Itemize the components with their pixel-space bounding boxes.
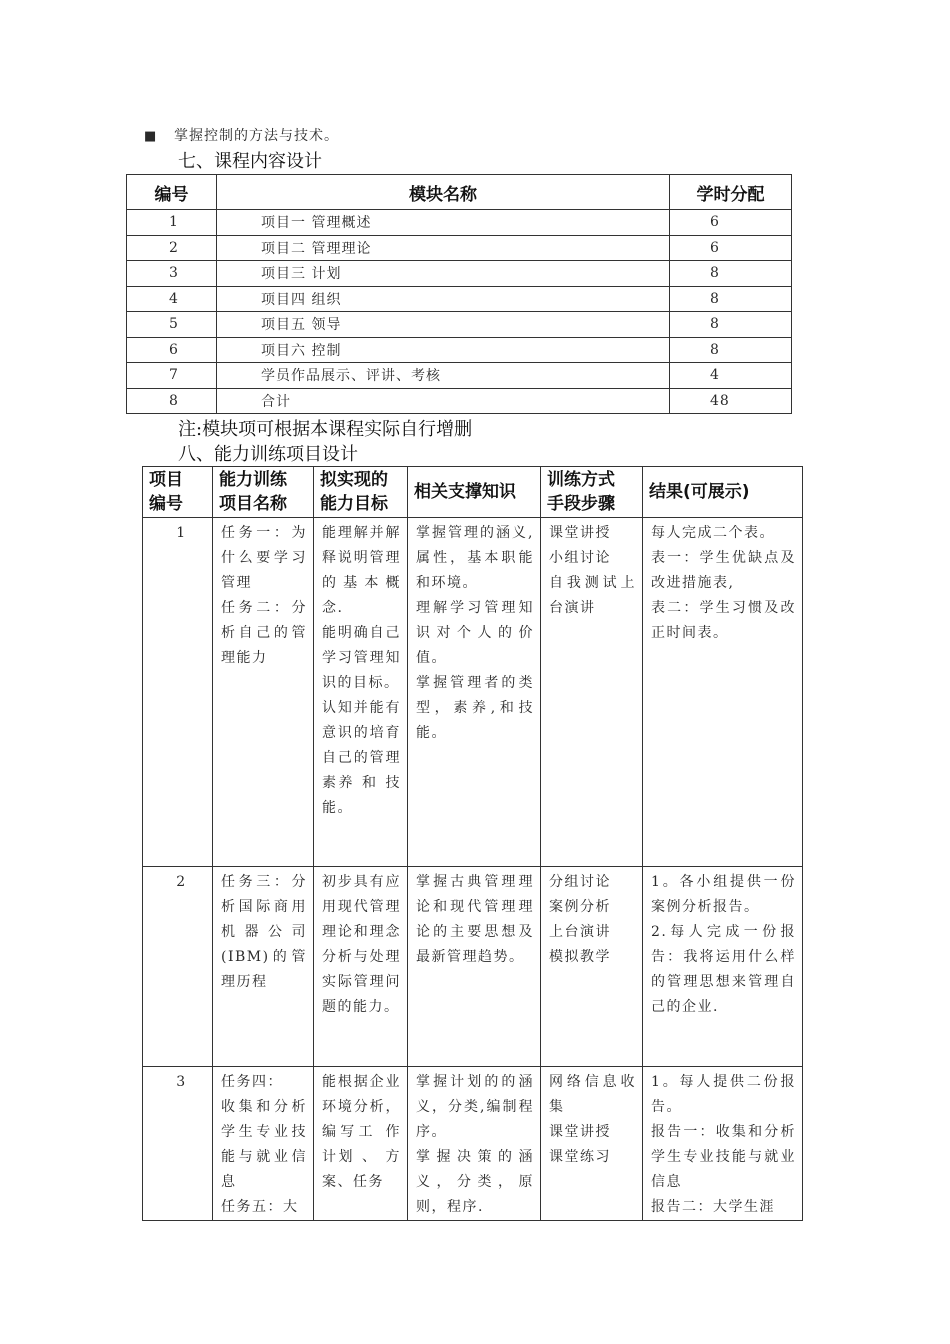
cell-module-name: 学员作品展示、评讲、考核	[217, 363, 670, 389]
table-row	[127, 235, 792, 261]
cell-no: 5	[127, 312, 217, 338]
header-result: 结果(可展示)	[643, 467, 803, 518]
cell-module-name: 合计	[217, 388, 670, 414]
cell-hours: 8	[670, 312, 792, 338]
table-row	[127, 286, 792, 312]
bullet-item	[144, 126, 339, 147]
ability-training-table	[142, 466, 803, 1221]
cell-module-name: 项目五 领导	[217, 312, 670, 338]
cell-hours: 8	[670, 337, 792, 363]
table-row	[127, 261, 792, 287]
header-hours: 学时分配	[670, 175, 792, 210]
table-note: 注:模块项可根据本课程实际自行增删	[178, 419, 473, 440]
table-header-row	[143, 467, 803, 518]
cell-project-name: 任务一：为什么要学习管理 任务二：分析自己的管理能力	[213, 518, 314, 867]
table-row	[143, 1067, 803, 1221]
cell-training-method: 网络信息收集 课堂讲授 课堂练习	[541, 1067, 643, 1221]
bullet-text: 掌握控制的方法与技术。	[174, 128, 339, 144]
cell-module-name: 项目一 管理概述	[217, 210, 670, 236]
cell-hours: 8	[670, 286, 792, 312]
cell-project-no: 2	[143, 867, 213, 1067]
cell-hours: 48	[670, 388, 792, 414]
header-project-name: 能力训练 项目名称	[213, 467, 314, 518]
header-module-name: 模块名称	[217, 175, 670, 210]
cell-hours: 6	[670, 210, 792, 236]
table-row	[127, 363, 792, 389]
cell-ability-goal: 能理解并解释说明管理的基本概念. 能明确自己学习管理知识的目标。 认知并能有意识的培育自己的管理素养 和 技能。	[314, 518, 408, 867]
cell-no: 1	[127, 210, 217, 236]
cell-support-knowledge: 掌握管理的涵义,属性，基本职能和环境。 理解学习管理知识对个人的价值。 掌握管理者的类型，素养,和技能。	[408, 518, 541, 867]
cell-module-name: 项目二 管理理论	[217, 235, 670, 261]
cell-ability-goal: 初步具有应用现代管理理论和理念分析与处理实际管理问题的能力。	[314, 867, 408, 1067]
cell-training-method: 课堂讲授 小组讨论 自我测试上台演讲	[541, 518, 643, 867]
cell-hours: 8	[670, 261, 792, 287]
cell-support-knowledge: 掌握古典管理理论和现代管理理论的主要思想及最新管理趋势。	[408, 867, 541, 1067]
course-content-table	[126, 174, 792, 414]
cell-training-method: 分组讨论 案例分析 上台演讲 模拟教学	[541, 867, 643, 1067]
cell-module-name: 项目三 计划	[217, 261, 670, 287]
header-no: 编号	[127, 175, 217, 210]
cell-project-no: 1	[143, 518, 213, 867]
header-ability-goal: 拟实现的 能力目标	[314, 467, 408, 518]
section-7-title: 七、课程内容设计	[178, 151, 322, 172]
table-row	[127, 337, 792, 363]
table-row	[143, 518, 803, 867]
cell-hours: 4	[670, 363, 792, 389]
square-bullet-icon: ■	[144, 129, 158, 144]
table-row	[127, 210, 792, 236]
cell-module-name: 项目四 组织	[217, 286, 670, 312]
cell-project-no: 3	[143, 1067, 213, 1221]
cell-no: 4	[127, 286, 217, 312]
cell-result: 1。各小组提供一份案例分析报告。 2.每人完成一份报告：我将运用什么样的管理思想来管理自己的企业.	[643, 867, 803, 1067]
cell-result: 1。每人提供二份报告。 报告一：收集和分析学生专业技能与就业信息 报告二：大学生涯	[643, 1067, 803, 1221]
cell-module-name: 项目六 控制	[217, 337, 670, 363]
table-header-row	[127, 175, 792, 210]
cell-ability-goal: 能根据企业环境分析，编写工 作 计划 、 方案、任务	[314, 1067, 408, 1221]
section-8-title: 八、能力训练项目设计	[178, 444, 358, 465]
table-row	[143, 867, 803, 1067]
cell-project-name: 任务三：分析国际商用机器公司(IBM)的管理历程	[213, 867, 314, 1067]
cell-project-name: 任务四： 收集和分析学生专业技能与就业信息 任务五：大	[213, 1067, 314, 1221]
header-training-method: 训练方式 手段步骤	[541, 467, 643, 518]
header-support-knowledge: 相关支撑知识	[408, 467, 541, 518]
cell-no: 6	[127, 337, 217, 363]
cell-no: 3	[127, 261, 217, 287]
cell-support-knowledge: 掌握计划的的涵义，分类,编制程序。 掌握决策的涵义，分类，原则，程序.	[408, 1067, 541, 1221]
table-row	[127, 312, 792, 338]
header-project-no: 项目 编号	[143, 467, 213, 518]
cell-result: 每人完成二个表。 表一：学生优缺点及改进措施表, 表二：学生习惯及改正时间表。	[643, 518, 803, 867]
cell-no: 7	[127, 363, 217, 389]
cell-no: 2	[127, 235, 217, 261]
cell-no: 8	[127, 388, 217, 414]
table-row	[127, 388, 792, 414]
cell-hours: 6	[670, 235, 792, 261]
